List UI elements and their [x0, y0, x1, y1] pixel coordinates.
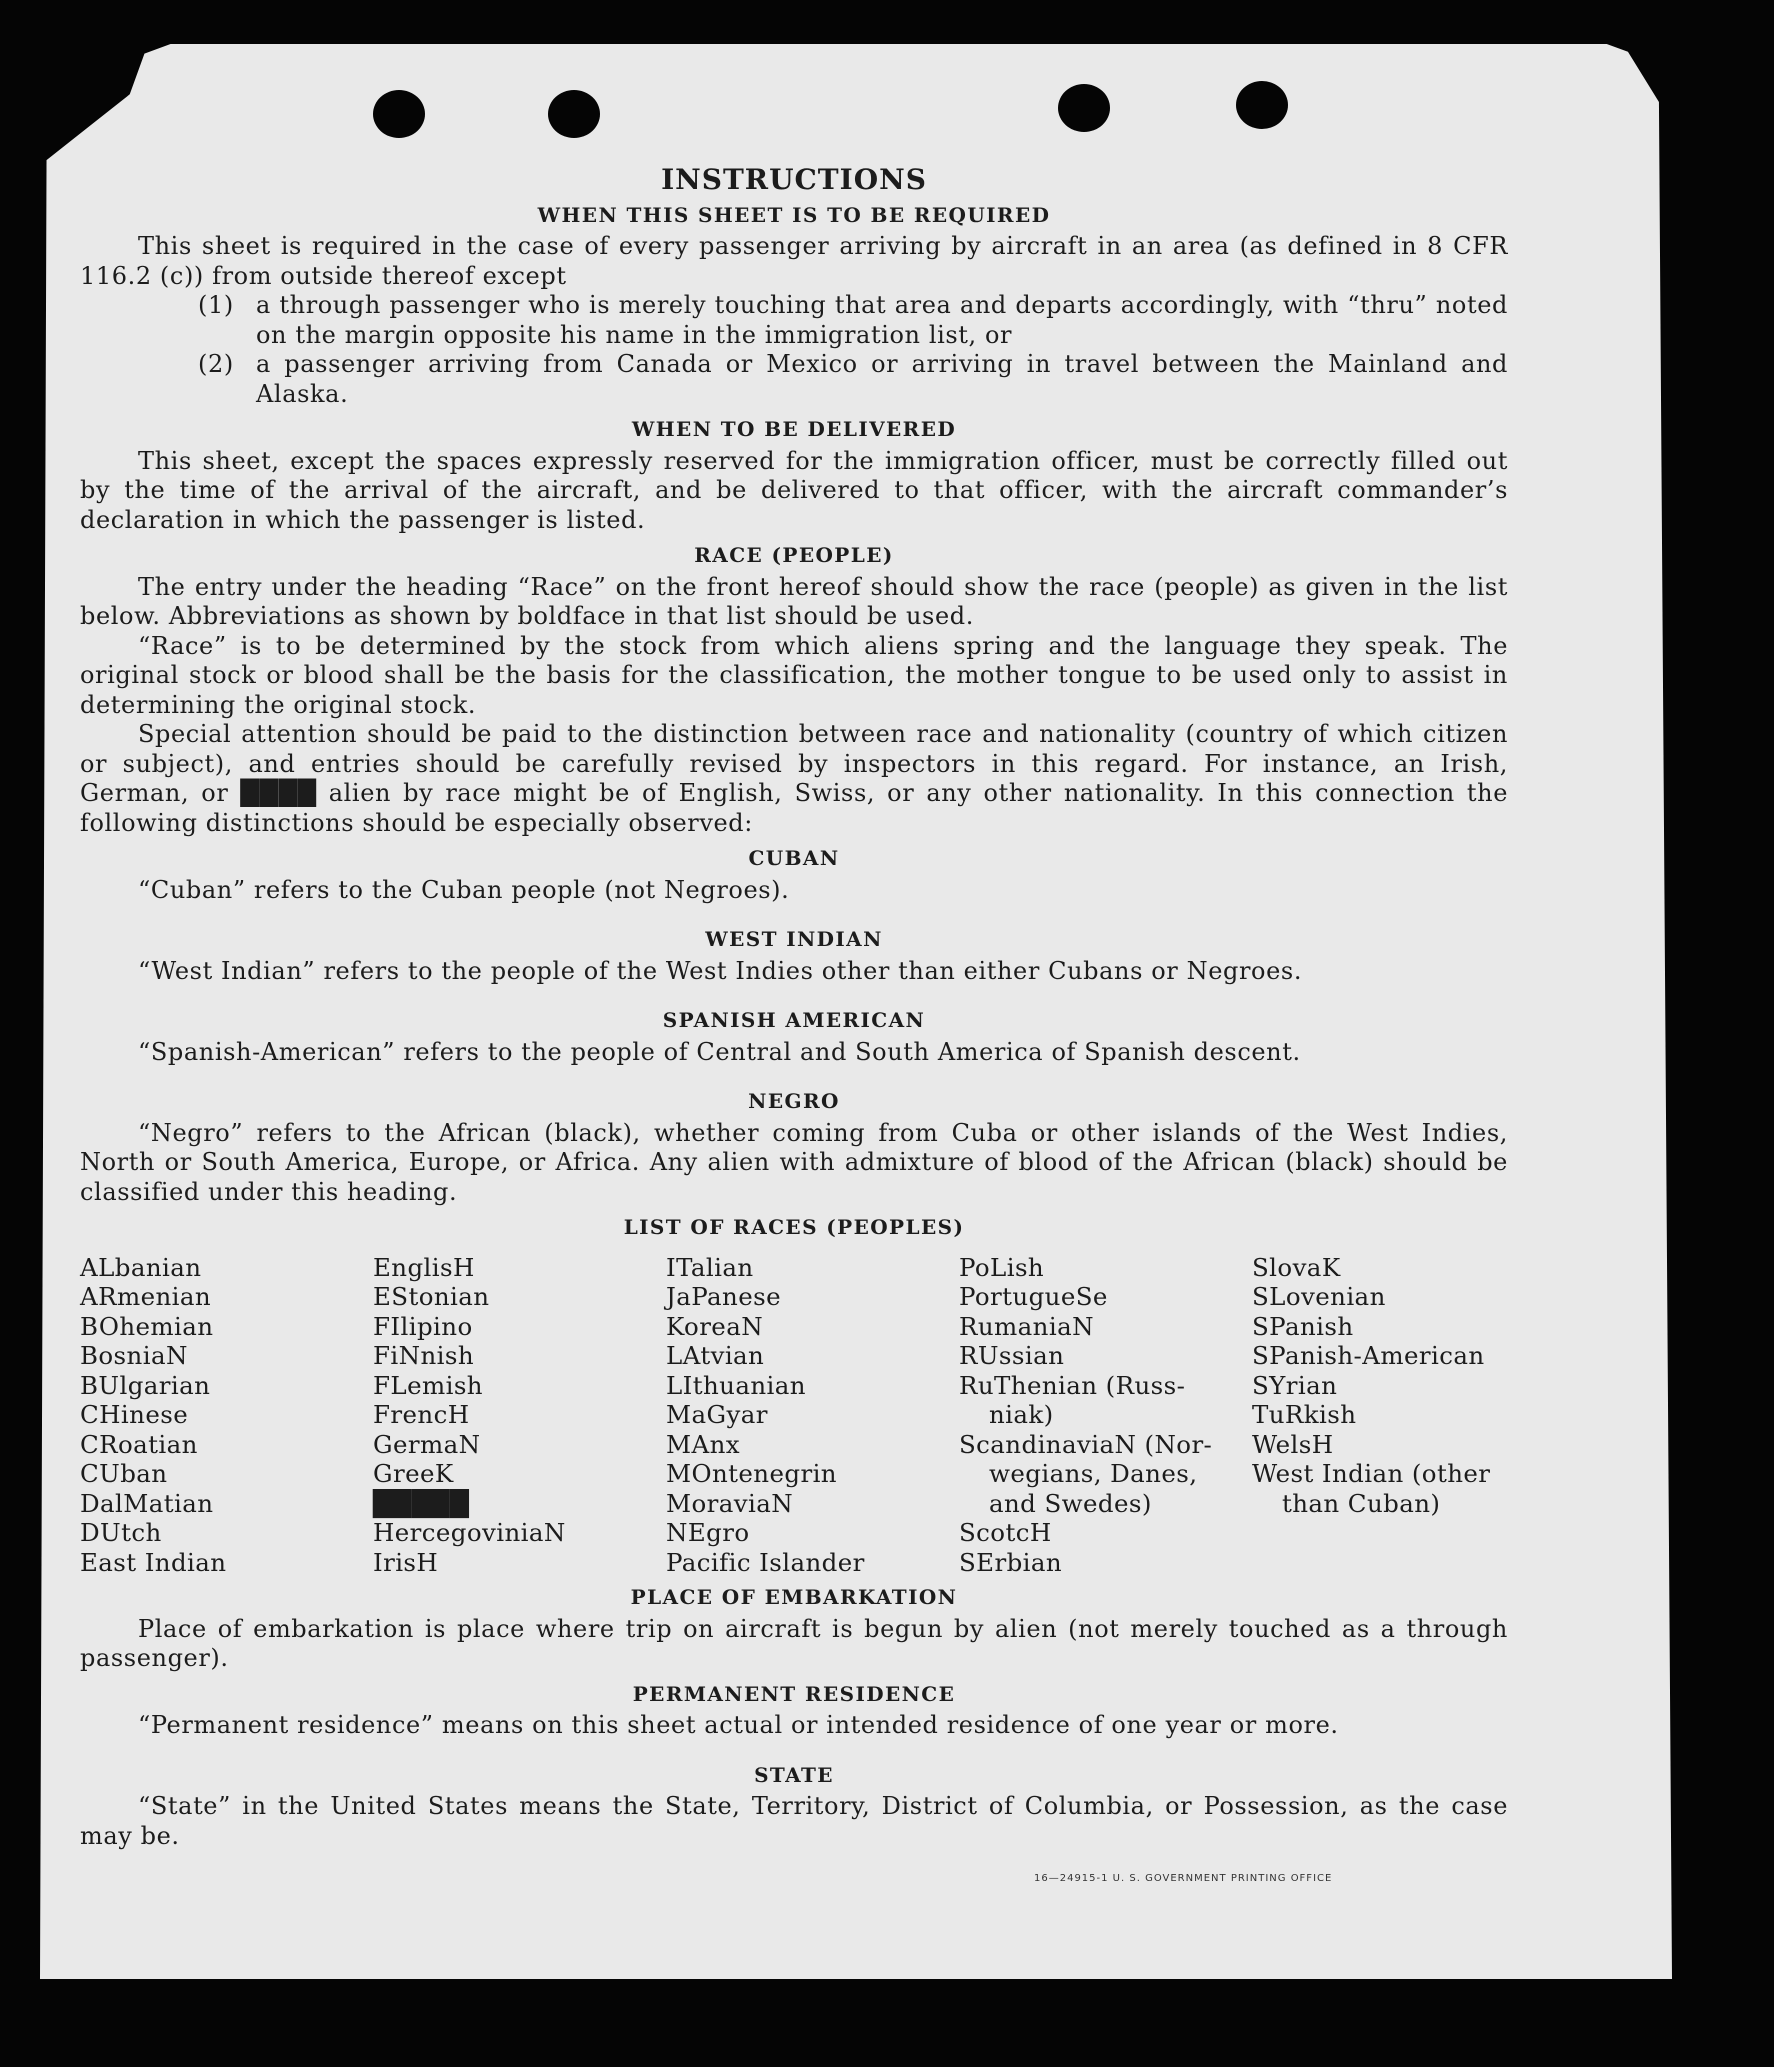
- race-entry-redacted: █████: [373, 1488, 470, 1518]
- exception-number: (1): [198, 291, 234, 319]
- race-paragraph: Special attention should be paid to the distinction between race and nationality (country of which citizen or subject), and entries should be carefully revised by inspectors in this regard. For instance, an Irish, German, or ████ alien by race might be of English, Swiss, or any other nationality. In this connection the following distinctions should be especially observed:: [80, 720, 1508, 837]
- section-heading-delivered: WHEN TO BE DELIVERED: [631, 417, 957, 441]
- exception-number: (2): [198, 350, 234, 378]
- race-entry: PortugueSe: [959, 1282, 1108, 1311]
- section-heading-state: STATE: [754, 1762, 834, 1787]
- race-entry: FLemish: [373, 1370, 483, 1400]
- race-entry: MaGyar: [666, 1400, 768, 1429]
- list-of-races-heading: LIST OF RACES (PEOPLES): [623, 1215, 965, 1239]
- delivered-text: This sheet, except the spaces expressly reserved for the immigration officer, must be correctly filled out by the time of the arrival of the aircraft, and be delivered to that officer, with the aircraft commander’s declaration in which the passenger is listed.: [80, 446, 1508, 534]
- race-entry: EStonian: [373, 1282, 490, 1311]
- instructions-content: [80, 165, 1508, 1851]
- race-entry: Pacific Islander: [666, 1547, 865, 1577]
- embarkation-text: Place of embarkation is place where trip on aircraft is begun by alien (not merely touched as a through passenger).: [80, 1614, 1508, 1672]
- race-entry: ALbanian: [80, 1252, 202, 1282]
- negro-text: “Negro” refers to the African (black), whether coming from Cuba or other islands of the West Indies, North or South America, Europe, or Africa. Any alien with admixture of blood of the African (black) should be classified under this heading.: [80, 1118, 1508, 1206]
- race-entry-continued: than Cuban): [1282, 1488, 1441, 1518]
- section-heading-required: WHEN THIS SHEET IS TO BE REQUIRED: [537, 202, 1051, 227]
- race-entry: BOhemian: [80, 1311, 214, 1341]
- west-indian-text: “West Indian” refers to the people of the West Indies other than either Cubans or Negroes.: [138, 956, 1303, 985]
- race-entry: SPanish: [1252, 1311, 1354, 1341]
- race-entry: JaPanese: [666, 1282, 781, 1311]
- exception-text: a through passenger who is merely touching that area and departs accordingly, with “thru” noted on the margin opposite his name in the immigration list, or: [256, 291, 1508, 349]
- spanish-american-text: “Spanish-American” refers to the people of Central and South America of Spanish descent.: [138, 1037, 1301, 1066]
- race-entry: CHinese: [80, 1400, 189, 1429]
- section-heading-race: RACE (PEOPLE): [694, 543, 894, 567]
- race-column: [373, 1253, 666, 1578]
- race-entry: CRoatian: [80, 1429, 198, 1459]
- section-heading-west-indian: WEST INDIAN: [705, 927, 883, 951]
- punch-hole: [1058, 84, 1110, 132]
- exception-text: a passenger arriving from Canada or Mexico or arriving in travel between the Mainland and Alaska.: [256, 350, 1508, 408]
- exception-item: [198, 291, 1508, 350]
- punch-hole: [373, 90, 425, 138]
- race-entry: DUtch: [80, 1518, 162, 1547]
- exception-item: [198, 350, 1508, 409]
- race-entry: ITalian: [666, 1252, 754, 1282]
- section-heading-negro: NEGRO: [748, 1089, 840, 1113]
- race-column: [1252, 1253, 1508, 1578]
- race-entry: FIlipino: [373, 1311, 473, 1341]
- race-entry: CUban: [80, 1459, 168, 1488]
- race-entry: SPanish-American: [1252, 1341, 1485, 1370]
- race-entry: SLovenian: [1252, 1282, 1386, 1311]
- race-entry: GreeK: [373, 1459, 454, 1488]
- race-entry: BUlgarian: [80, 1370, 211, 1400]
- race-column: [959, 1253, 1252, 1578]
- section-heading-embarkation: PLACE OF EMBARKATION: [630, 1585, 958, 1609]
- race-entry: RuThenian (Russ-: [959, 1370, 1186, 1400]
- race-entry: MoraviaN: [666, 1488, 794, 1518]
- race-entry: RumaniaN: [959, 1311, 1094, 1341]
- race-entry: GermaN: [373, 1429, 481, 1459]
- race-entry: SErbian: [959, 1547, 1063, 1577]
- race-entry: West Indian (other: [1252, 1459, 1491, 1488]
- race-entry: FiNnish: [373, 1341, 475, 1370]
- race-entry: ARmenian: [80, 1282, 212, 1311]
- race-entry: TuRkish: [1252, 1400, 1357, 1429]
- race-entry: FrencH: [373, 1400, 470, 1429]
- race-column: [666, 1253, 959, 1578]
- race-entry: NEgro: [666, 1518, 750, 1547]
- race-entry: MOntenegrin: [666, 1459, 837, 1488]
- race-entry: DalMatian: [80, 1488, 214, 1518]
- race-entry-continued: and Swedes): [989, 1488, 1152, 1518]
- race-entry: ScandinaviaN (Nor-: [959, 1429, 1213, 1459]
- residence-text: “Permanent residence” means on this sheet actual or intended residence of one year or more.: [138, 1711, 1339, 1739]
- race-entry: MAnx: [666, 1429, 740, 1459]
- punch-hole: [1236, 81, 1288, 129]
- section-heading-spanish-american: SPANISH AMERICAN: [662, 1008, 926, 1032]
- cuban-text: “Cuban” refers to the Cuban people (not Negroes).: [138, 875, 790, 904]
- section-heading-cuban: CUBAN: [748, 846, 840, 870]
- race-entry: PoLish: [959, 1252, 1045, 1282]
- printer-footer: 16—24915-1 U. S. GOVERNMENT PRINTING OFFICE: [1034, 1873, 1333, 1884]
- section-heading-residence: PERMANENT RESIDENCE: [632, 1681, 956, 1706]
- race-list: [80, 1253, 1508, 1578]
- race-entry: LIthuanian: [666, 1370, 806, 1400]
- punch-hole: [548, 90, 600, 138]
- race-paragraph: “Race” is to be determined by the stock from which aliens spring and the language they speak. The original stock or blood shall be the basis for the classification, the mother tongue to be used only to assist in determining the original stock.: [80, 631, 1508, 719]
- race-paragraph: The entry under the heading “Race” on the front hereof should show the race (people) as given in the list below. Abbreviations as shown by boldface in that list should be used.: [80, 572, 1508, 630]
- race-entry: ScotcH: [959, 1518, 1052, 1547]
- race-entry: SYrian: [1252, 1370, 1338, 1400]
- race-column: [80, 1253, 373, 1578]
- race-entry: WelsH: [1252, 1429, 1334, 1459]
- race-entry-continued: niak): [989, 1400, 1054, 1429]
- race-entry: LAtvian: [666, 1341, 765, 1370]
- race-entry-continued: wegians, Danes,: [989, 1459, 1198, 1488]
- race-entry: IrisH: [373, 1547, 439, 1577]
- race-entry: RUssian: [959, 1341, 1065, 1370]
- state-text: “State” in the United States means the State, Territory, District of Columbia, or Possession, as the case may be.: [80, 1792, 1508, 1850]
- required-intro: This sheet is required in the case of every passenger arriving by aircraft in an area (as defined in 8 CFR 116.2 (c)) from outside thereof except: [80, 232, 1508, 290]
- race-entry: BosniaN: [80, 1341, 188, 1370]
- race-entry: EnglisH: [373, 1252, 475, 1282]
- page-title: INSTRUCTIONS: [661, 163, 927, 196]
- race-entry: HercegoviniaN: [373, 1518, 566, 1547]
- race-entry: East Indian: [80, 1547, 227, 1577]
- race-entry: KoreaN: [666, 1311, 764, 1341]
- race-entry: SlovaK: [1252, 1252, 1341, 1282]
